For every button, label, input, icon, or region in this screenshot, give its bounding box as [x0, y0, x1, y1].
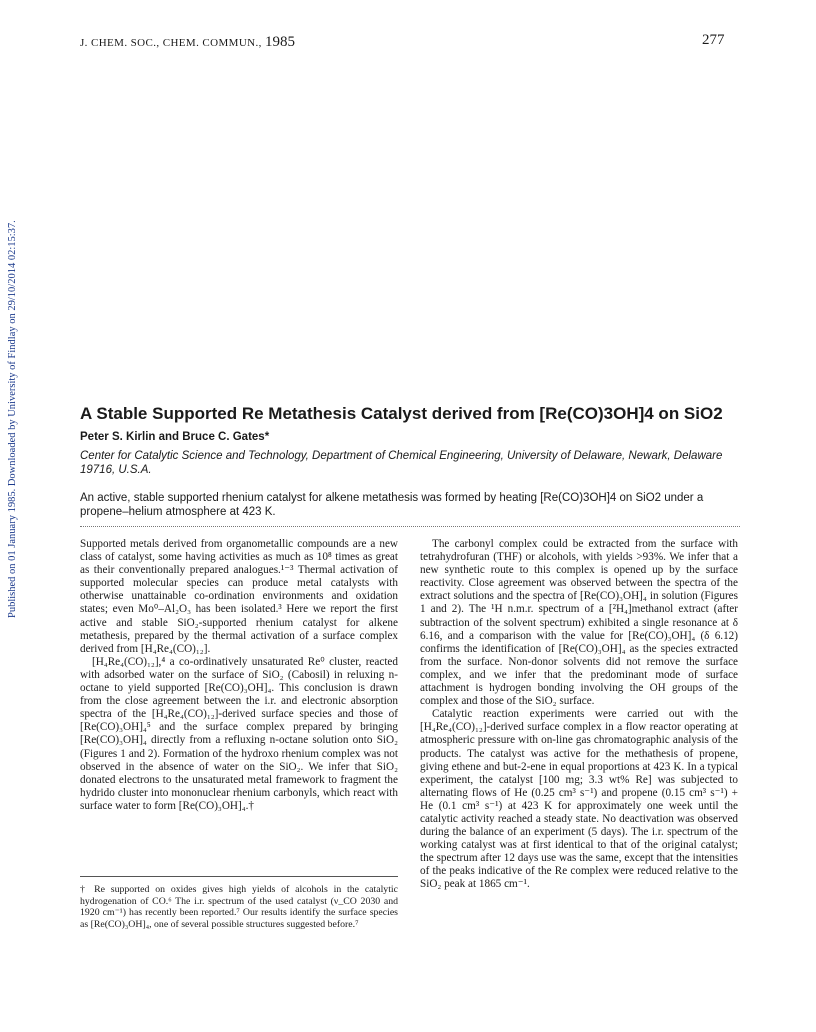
article-title: A Stable Supported Re Metathesis Catalyst derived from [Re(CO)3OH]4 on SiO2 — [80, 404, 723, 423]
footnote: † Re supported on oxides gives high yields of alcohols in the catalytic hydrogenation of CO.⁶ The i.r. spectrum of the used catalyst (ν_CO 2030 and 1920 cm⁻¹) has recently been reported.⁷ Our results identify the surface species as [Re(CO)₃OH]₄, one of several possible structures suggested before.⁷ — [80, 884, 398, 930]
body-paragraph: [H₄Re₄(CO)₁₂],⁴ a co-ordinatively unsaturated Re⁰ cluster, reacted with adsorbed water on the surface of SiO₂ (Cabosil) in reluxing n-octane to yield supported [Re(CO)₃OH]₄. This conclusion is drawn from the close agreement between the i.r. and electronic absorption spectra of the [H₄Re₄(CO)₁₂]-derived surface species and those of [Re(CO)₃OH]₄⁵ and the surface complex prepared by bringing [Re(CO)₃OH]₄ directly from a refluxing n-octane solution onto SiO₂ (Figures 1 and 2). Formation of the hydroxo rhenium complex was not observed in the absence of water on the SiO₂. We infer that SiO₂ donated electrons to the unsaturated metal framework to fragment the hydrido cluster into mononuclear rhenium carbonyls, which react with surface water to form [Re(CO)₃OH]₄.† — [80, 655, 398, 812]
journal-year: 1985 — [264, 34, 295, 50]
left-column — [80, 538, 398, 813]
right-column — [420, 538, 738, 892]
abstract-divider — [80, 526, 740, 527]
body-paragraph: The carbonyl complex could be extracted from the surface with tetrahydrofuran (THF) or alcohols, with yields >93%. We infer that a new synthetic route to this complex is opened up by the surface reactivity. Close agreement was observed between the spectra of the extract solutions and the spectra of [Re(CO)₃OH]₄ in solution (Figures 1 and 2). The ¹H n.m.r. spectrum of a [²H₄]methanol extract (after subtraction of the solvent spectrum) exhibited a single resonance at δ 6.16, and a comparison with the value for [Re(CO)₃OH]₄ (δ 6.12) confirms the identification of [Re(CO)₃OH]₄ as the species extracted from the surface. Non-donor solvents did not remove the surface complex, and we infer that the predominant mode of surface attachment is hydrogen bonding involving the OH groups of the complex and those of the SiO₂ surface. — [420, 538, 738, 708]
journal-name: J. CHEM. SOC., CHEM. COMMUN., — [80, 37, 262, 49]
footnote-divider — [80, 876, 398, 877]
body-paragraph: Catalytic reaction experiments were carried out with the [H₄Re₄(CO)₁₂]-derived surface complex in a flow reactor operating at atmospheric pressure with on-line gas chromatographic analysis of the products. The catalyst was active for the methathesis of propene, giving ethene and but-2-ene in equal proportions at 423 K. In a typical experiment, the catalyst [100 mg; 3.3 wt% Re] was subjected to alternating flows of He (0.25 cm³ s⁻¹) and propene (0.15 cm³ s⁻¹) + He (0.1 cm³ s⁻¹) at 423 K for approximately one week until the catalytic activity reached a steady state. No deactivation was observed during the balance of an experiment (5 days). The i.r. spectrum of the working catalyst was at first identical to that of the original catalyst; the spectrum after 12 days use was the same, except that the intensities of the peaks indicative of the Re complex were reduced relative to the SiO₂ peak at 1865 cm⁻¹. — [420, 708, 738, 891]
running-head — [80, 34, 295, 51]
author-affiliation: Center for Catalytic Science and Technology, Department of Chemical Engineering, University of Delaware, Newark, Delaware 19716, U.S.A. — [80, 450, 723, 476]
article-authors: Peter S. Kirlin and Bruce C. Gates* — [80, 431, 270, 443]
page-number: 277 — [702, 32, 725, 48]
download-watermark: Published on 01 January 1985. Downloaded by University of Findlay on 29/10/2014 02:15:37. — [7, 220, 18, 618]
article-abstract: An active, stable supported rhenium catalyst for alkene metathesis was formed by heating [Re(CO)3OH]4 on SiO2 under a propene–helium atmosphere at 423 K. — [80, 492, 704, 518]
body-paragraph: Supported metals derived from organometallic compounds are a new class of catalyst, some having activities as much as 10⁸ times as great as their conventionally prepared analogues.¹⁻³ Thermal activation of supported molecular species can produce metal catalysts with otherwise unattainable co-ordination environments and oxidation states; even Mo⁰–Al₂O₃ has been isolated.³ Here we report the first active and stable SiO₂-supported rhenium catalyst for alkene metathesis, prepared by the thermal activation of a surface complex derived from [H₄Re₄(CO)₁₂]. — [80, 538, 398, 655]
